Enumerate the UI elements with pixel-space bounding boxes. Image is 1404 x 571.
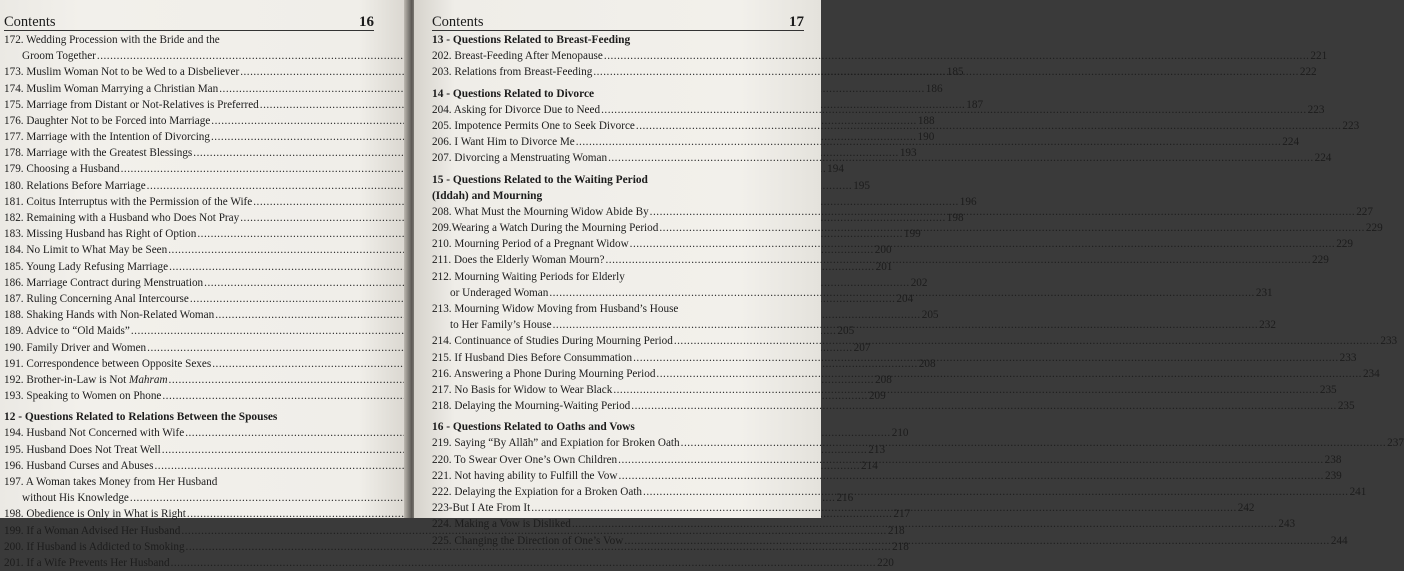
dot-leader (674, 333, 1380, 349)
toc-entry (4, 32, 374, 48)
left-toc-list (4, 32, 374, 404)
toc-entry (4, 356, 374, 372)
toc-entry-title (432, 269, 625, 285)
toc-entry-title (4, 474, 217, 490)
section-heading: 13 - Questions Related to Breast-Feeding (432, 32, 804, 48)
dot-leader (608, 150, 1314, 166)
toc-entry-page: 229 (1312, 252, 1329, 268)
toc-entry-page: 244 (1331, 533, 1348, 549)
toc-entry-page: 241 (1350, 484, 1367, 500)
toc-entry-title (432, 516, 571, 532)
toc-entry-page: 218 (892, 539, 909, 555)
toc-entry-page: 239 (1325, 468, 1342, 484)
toc-entry-title (4, 275, 203, 291)
toc-entry-page: 235 (1338, 398, 1355, 414)
toc-entry (4, 539, 374, 555)
toc-entry (432, 516, 804, 532)
toc-entry-text: 189. Advice to “Old Maids” (4, 325, 130, 337)
toc-entry-text: 210. Mourning Period of a Pregnant Widow (432, 238, 629, 250)
toc-entry-title (22, 490, 129, 506)
dot-leader (656, 366, 1362, 382)
toc-entry (4, 458, 374, 474)
toc-entry-page: 186 (926, 81, 943, 97)
dot-leader (630, 236, 1336, 252)
toc-entry-title (4, 178, 146, 194)
toc-entry-text: 193. Speaking to Women on Phone (4, 390, 161, 402)
toc-entry-text: 221. Not having ability to Fulfill the Vow (432, 470, 617, 482)
toc-entry-title (432, 64, 592, 80)
toc-entry-page: 229 (1366, 220, 1383, 236)
toc-entry (4, 275, 374, 291)
toc-entry-text: to Her Family’s House (450, 319, 552, 331)
left-page-number: 16 (359, 14, 374, 30)
toc-entry-text: without His Knowledge (22, 492, 129, 504)
toc-entry (4, 162, 374, 178)
toc-entry-title (432, 435, 680, 451)
toc-section (432, 172, 804, 415)
toc-entry-text: 190. Family Driver and Women (4, 342, 146, 354)
dot-leader (681, 435, 1387, 451)
toc-entry-page: 233 (1340, 350, 1357, 366)
toc-entry-text: 188. Shaking Hands with Non-Related Woman (4, 309, 214, 321)
toc-entry (4, 242, 374, 258)
toc-entry-text: 192. Brother-in-Law is Not (4, 374, 129, 386)
right-page-content (432, 12, 804, 549)
toc-entry-page: 232 (1259, 317, 1276, 333)
left-page-header (4, 12, 374, 31)
toc-entry-page: 233 (1380, 333, 1397, 349)
toc-entry (432, 333, 804, 349)
toc-entry-text: 218. Delaying the Mourning-Waiting Period (432, 400, 630, 412)
toc-entry-page: 238 (1325, 452, 1342, 468)
toc-entry-text: 185. Young Lady Refusing Marriage (4, 261, 168, 273)
toc-entry (4, 145, 374, 161)
toc-entry-page: 227 (1356, 204, 1373, 220)
toc-entry (4, 64, 374, 80)
toc-entry-text: or Underaged Woman (450, 287, 548, 299)
toc-entry (432, 301, 804, 317)
toc-entry (4, 291, 374, 307)
right-toc-sections (432, 32, 804, 549)
toc-entry-page: 193 (900, 145, 917, 161)
left-header-title: Contents (4, 14, 56, 30)
toc-entry-text: 197. A Woman takes Money from Her Husband (4, 476, 217, 488)
toc-entry (432, 150, 804, 166)
dot-leader (633, 350, 1339, 366)
toc-entry (4, 523, 374, 539)
toc-entry-title (4, 372, 168, 388)
toc-entry-title (4, 356, 211, 372)
toc-entry-text: 199. If a Woman Advised Her Husband (4, 525, 180, 537)
toc-entry-page: 218 (888, 523, 905, 539)
toc-entry (432, 500, 804, 516)
toc-entry-title (4, 340, 146, 356)
toc-entry (432, 64, 804, 80)
toc-entry-text: 215. If Husband Dies Before Consummation (432, 352, 632, 364)
toc-entry-title (432, 102, 600, 118)
dot-leader (553, 317, 1259, 333)
toc-entry-text: 186. Marriage Contract during Menstruation (4, 277, 203, 289)
dot-leader (613, 382, 1319, 398)
toc-entry-title (4, 291, 189, 307)
dot-leader (624, 533, 1330, 549)
toc-entry (432, 252, 804, 268)
right-page (414, 0, 821, 518)
toc-entry-title (450, 317, 552, 333)
toc-entry-title (4, 113, 210, 129)
toc-entry-title (4, 555, 170, 571)
dot-leader (659, 220, 1365, 236)
toc-entry-page: 188 (918, 113, 935, 129)
toc-entry-text: 198. Obedience is Only in What is Right (4, 508, 186, 520)
toc-entry (432, 398, 804, 414)
toc-entry-title (4, 506, 186, 522)
toc-entry-page: 209 (869, 388, 886, 404)
toc-entry-text: 182. Remaining with a Husband who Does Not Pray (4, 212, 239, 224)
toc-entry (4, 113, 374, 129)
toc-entry-title (432, 150, 607, 166)
toc-entry-page: 231 (1256, 285, 1273, 301)
toc-entry-page: 194 (827, 161, 844, 177)
toc-entry-text: 179. Choosing a Husband (4, 163, 120, 175)
toc-entry-text: 178. Marriage with the Greatest Blessings (4, 147, 192, 159)
toc-entry-text: 191. Correspondence between Opposite Sexes (4, 358, 211, 370)
toc-entry-page: 214 (861, 458, 878, 474)
toc-entry-page: 221 (1310, 48, 1327, 64)
toc-entry-page: 195 (853, 178, 870, 194)
toc-entry (4, 474, 374, 490)
toc-entry-text: 204. Asking for Divorce Due to Need (432, 104, 600, 116)
toc-entry-title (432, 452, 617, 468)
toc-entry-text: 200. If Husband is Addicted to Smoking (4, 541, 185, 553)
toc-entry-title (432, 236, 629, 252)
toc-entry (4, 506, 374, 522)
toc-entry-page: 190 (918, 129, 935, 145)
toc-entry-text: 174. Muslim Woman Marrying a Christian Man (4, 83, 218, 95)
toc-entry-text: 180. Relations Before Marriage (4, 180, 146, 192)
toc-entry (4, 555, 374, 571)
toc-entry-page: 187 (966, 97, 983, 113)
toc-entry-text: 183. Missing Husband has Right of Option (4, 228, 196, 240)
dot-leader (604, 48, 1310, 64)
dot-leader (531, 500, 1237, 516)
toc-entry-text: 219. Saying “By Allāh” and Expiation for Broken Oath (432, 437, 680, 449)
toc-entry-page: 243 (1278, 516, 1295, 532)
dot-leader (618, 468, 1324, 484)
toc-entry-page: 208 (919, 356, 936, 372)
toc-entry (4, 194, 374, 210)
toc-entry-title (450, 285, 548, 301)
section-heading: 12 - Questions Related to Relations Between the Spouses (4, 409, 374, 425)
toc-entry (4, 226, 374, 242)
toc-entry-title (4, 323, 130, 339)
right-page-number: 17 (789, 14, 804, 30)
toc-entry (4, 129, 374, 145)
toc-entry-text: 224. Making a Vow is Disliked (432, 518, 571, 530)
toc-entry (432, 366, 804, 382)
toc-entry-page: 223 (1342, 118, 1359, 134)
dot-leader (650, 204, 1356, 220)
toc-entry (4, 97, 374, 113)
toc-entry-title (432, 220, 658, 236)
toc-entry (432, 118, 804, 134)
dot-leader (576, 134, 1282, 150)
toc-entry (432, 317, 804, 333)
toc-section (432, 86, 804, 167)
toc-entry (432, 102, 804, 118)
toc-entry-text: 209.Wearing a Watch During the Mourning Period (432, 222, 658, 234)
toc-entry (432, 484, 804, 500)
toc-entry-title (432, 533, 623, 549)
section-heading: 16 - Questions Related to Oaths and Vows (432, 419, 804, 435)
toc-entry-page: 208 (875, 372, 892, 388)
toc-entry (4, 259, 374, 275)
toc-entry-text: 181. Coitus Interruptus with the Permission of the Wife (4, 196, 252, 208)
toc-entry-page: 202 (911, 275, 928, 291)
toc-entry-page: 205 (922, 307, 939, 323)
toc-entry (4, 307, 374, 323)
toc-entry-page: 198 (947, 210, 964, 226)
dot-leader (631, 398, 1337, 414)
toc-entry-text: 216. Answering a Phone During Mourning Period (432, 368, 655, 380)
toc-entry-title (4, 64, 239, 80)
toc-entry-text: 207. Divorcing a Menstruating Woman (432, 152, 607, 164)
toc-entry (4, 210, 374, 226)
left-page-content (4, 12, 374, 571)
toc-entry-title (4, 81, 218, 97)
toc-section (432, 419, 804, 549)
toc-entry-page: 242 (1238, 500, 1255, 516)
right-page-header (432, 12, 804, 31)
toc-entry (432, 134, 804, 150)
toc-entry-page: 210 (892, 425, 909, 441)
toc-entry-title (432, 382, 612, 398)
left-section-toc-list (4, 426, 374, 571)
toc-entry-page: 217 (893, 506, 910, 522)
toc-entry-page: 213 (868, 442, 885, 458)
toc-entry-text: 173. Muslim Woman Not to be Wed to a Disbeliever (4, 66, 239, 78)
toc-entry-title (4, 97, 259, 113)
section-heading: 15 - Questions Related to the Waiting Period (432, 172, 804, 188)
toc-entry-text: 196. Husband Curses and Abuses (4, 460, 153, 472)
toc-entry-title (432, 333, 673, 349)
toc-entry-title (4, 539, 185, 555)
toc-entry-page: 229 (1336, 236, 1353, 252)
dot-leader (601, 102, 1307, 118)
toc-entry-page: 224 (1315, 150, 1332, 166)
toc-entry-title (432, 366, 655, 382)
dot-leader (618, 452, 1324, 468)
toc-entry-page: 224 (1282, 134, 1299, 150)
toc-entry-title (4, 307, 214, 323)
toc-entry-title (22, 48, 96, 64)
toc-entry (432, 350, 804, 366)
toc-entry-page: 216 (836, 490, 853, 506)
toc-entry-title (432, 134, 575, 150)
dot-leader (636, 118, 1342, 134)
toc-entry-page: 185 (947, 64, 964, 80)
toc-entry (432, 220, 804, 236)
toc-entry-page: 223 (1308, 102, 1325, 118)
toc-entry-text: 211. Does the Elderly Woman Mourn? (432, 254, 604, 266)
toc-entry (432, 452, 804, 468)
toc-entry-title (432, 500, 530, 516)
toc-entry-text: 213. Mourning Widow Moving from Husband’s House (432, 303, 678, 315)
toc-entry (432, 236, 804, 252)
toc-entry (432, 436, 804, 452)
toc-entry-page: 220 (877, 555, 894, 571)
toc-entry (4, 388, 374, 404)
toc-entry-page: 200 (875, 242, 892, 258)
toc-entry-title (4, 145, 192, 161)
toc-entry-title (4, 194, 252, 210)
toc-entry-title (4, 161, 120, 177)
toc-entry (4, 48, 374, 64)
toc-entry-title (4, 242, 167, 258)
toc-entry (432, 382, 804, 398)
toc-entry-page: 204 (896, 291, 913, 307)
toc-entry-title (432, 118, 635, 134)
dot-leader (605, 252, 1311, 268)
toc-entry-text: 212. Mourning Waiting Periods for Elderly (432, 271, 625, 283)
toc-entry-page: 222 (1300, 64, 1317, 80)
toc-entry-title (4, 259, 168, 275)
dot-leader (171, 555, 877, 571)
toc-entry-title (432, 398, 630, 414)
toc-entry (4, 323, 374, 339)
toc-entry-text: 208. What Must the Mourning Widow Abide By (432, 206, 649, 218)
toc-entry-page: 201 (876, 259, 893, 275)
toc-entry-page: 235 (1320, 382, 1337, 398)
toc-entry-title (432, 468, 617, 484)
left-page (0, 0, 408, 518)
toc-entry-title (432, 350, 632, 366)
toc-entry-text: 223-But I Ate From It (432, 502, 530, 514)
toc-entry-page: 205 (837, 323, 854, 339)
toc-entry-page: 207 (854, 340, 871, 356)
toc-entry-title (432, 204, 649, 220)
toc-entry-text: 187. Ruling Concerning Anal Intercourse (4, 293, 189, 305)
toc-entry-text: 201. If a Wife Prevents Her Husband (4, 557, 170, 569)
toc-entry-title (4, 32, 220, 48)
toc-entry-text: 220. To Swear Over One’s Own Children (432, 454, 617, 466)
toc-entry-text: 194. Husband Not Concerned with Wife (4, 427, 184, 439)
toc-entry (4, 178, 374, 194)
toc-entry-text: 202. Breast-Feeding After Menopause (432, 50, 603, 62)
toc-entry (4, 490, 374, 506)
toc-entry-text: 172. Wedding Procession with the Bride and the (4, 34, 220, 46)
toc-entry-text: 217. No Basis for Widow to Wear Black (432, 384, 612, 396)
toc-entry-title (4, 388, 161, 404)
toc-entry-text: 225. Changing the Direction of One’s Vow (432, 535, 623, 547)
toc-entry-page: 237 (1387, 435, 1404, 451)
toc-entry (4, 81, 374, 97)
toc-entry-text: 206. I Want Him to Divorce Me (432, 136, 575, 148)
toc-entry (4, 426, 374, 442)
toc-entry (432, 204, 804, 220)
toc-entry (4, 340, 374, 356)
toc-entry-title (4, 226, 196, 242)
toc-entry (4, 372, 374, 388)
toc-entry-title (4, 523, 180, 539)
toc-entry-title (4, 425, 184, 441)
toc-entry-title (4, 129, 210, 145)
toc-entry-text: 184. No Limit to What May be Seen (4, 244, 167, 256)
toc-section (432, 32, 804, 81)
toc-entry-title (432, 484, 642, 500)
dot-leader (572, 516, 1278, 532)
toc-entry (432, 48, 804, 64)
dot-leader (643, 484, 1349, 500)
toc-entry-page: 196 (960, 194, 977, 210)
toc-entry-title (4, 458, 153, 474)
toc-entry (432, 533, 804, 549)
toc-entry-text: 176. Daughter Not to be Forced into Marriage (4, 115, 210, 127)
toc-entry-page: 199 (904, 226, 921, 242)
toc-entry-text: 177. Marriage with the Intention of Divorcing (4, 131, 210, 143)
section-heading: 14 - Questions Related to Divorce (432, 86, 804, 102)
right-header-title: Contents (432, 14, 484, 30)
section-heading-continued: (Iddah) and Mourning (432, 188, 804, 204)
toc-entry-text: 195. Husband Does Not Treat Well (4, 444, 161, 456)
dot-leader (593, 64, 1299, 80)
toc-entry-page: 234 (1363, 366, 1380, 382)
toc-entry (4, 442, 374, 458)
toc-entry-text: 175. Marriage from Distant or Not-Relatives is Preferred (4, 99, 259, 111)
toc-entry-text: 203. Relations from Breast-Feeding (432, 66, 592, 78)
toc-entry-title (4, 210, 239, 226)
toc-entry-title (432, 252, 604, 268)
dot-leader (549, 285, 1255, 301)
toc-entry-text: Groom Together (22, 50, 96, 62)
toc-entry (432, 468, 804, 484)
toc-entry (432, 269, 804, 285)
toc-entry-title (432, 301, 678, 317)
toc-entry-text: 214. Continuance of Studies During Mourning Period (432, 335, 673, 347)
toc-entry-title (432, 48, 603, 64)
toc-entry-italic-term: Mahram (129, 374, 168, 386)
toc-entry (432, 285, 804, 301)
toc-entry-text: 222. Delaying the Expiation for a Broken Oath (432, 486, 642, 498)
toc-entry-text: 205. Impotence Permits One to Seek Divorce (432, 120, 635, 132)
toc-entry-title (4, 442, 161, 458)
